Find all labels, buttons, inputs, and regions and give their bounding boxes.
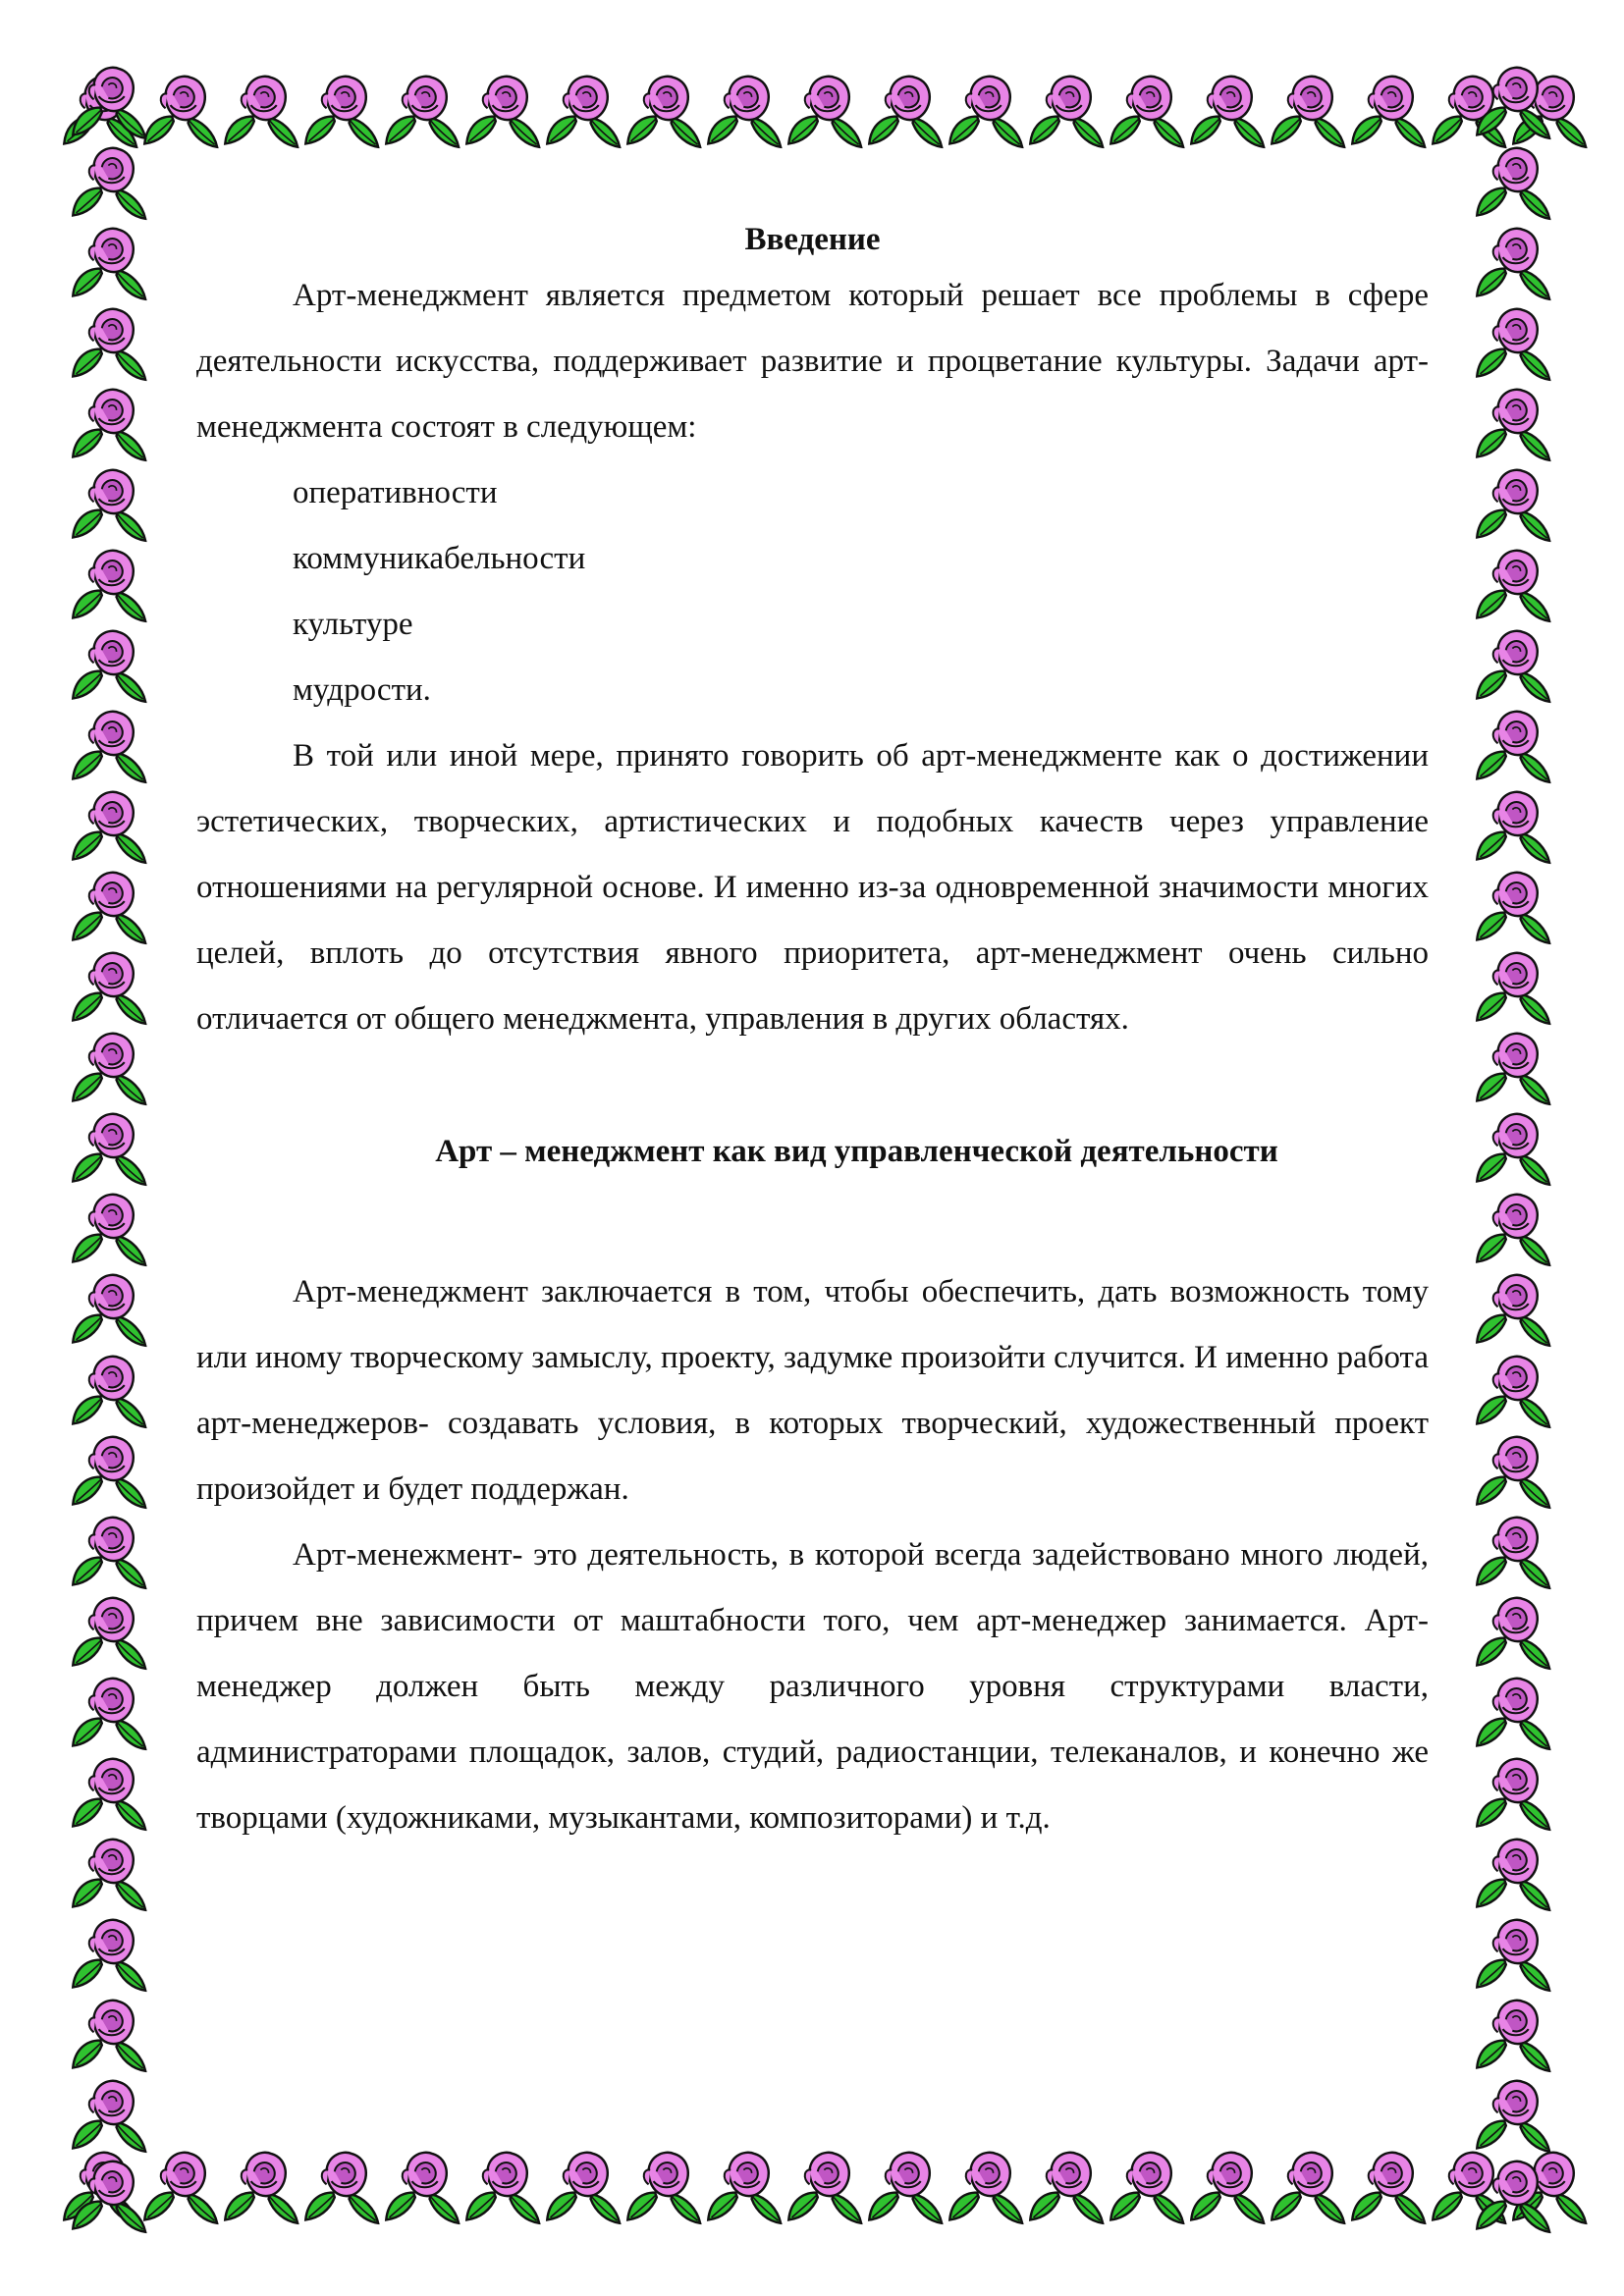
- rose-icon: [1474, 2155, 1554, 2235]
- rose-icon: [1269, 70, 1349, 150]
- intro-paragraph-1: Арт-менеджмент является предметом который решает все проблемы в сфере деятельности искусства, поддерживает развитие и процветание культуры. Задачи арт-менеджмента состоят в следующем:: [196, 278, 1429, 445]
- rose-icon: [1474, 141, 1554, 222]
- rose-icon: [70, 946, 150, 1027]
- rose-icon: [70, 302, 150, 383]
- rose-icon: [70, 1188, 150, 1268]
- rose-icon: [70, 1833, 150, 1913]
- rose-icon: [70, 61, 150, 141]
- rose-icon: [947, 70, 1027, 150]
- rose-icon: [222, 70, 302, 150]
- rose-icon: [544, 2146, 624, 2226]
- rose-icon: [463, 2146, 544, 2226]
- right-border: [1465, 61, 1563, 2235]
- rose-icon: [1474, 463, 1554, 544]
- section-paragraph-1: Арт-менеджмент заключается в том, чтобы обеспечить, дать возможность тому или иному творческому замыслу, проекту, задумке произойти случится. И именно работа арт-менеджеров- создавать условия, в которых творческий, художественный проект произойдет и будет поддержан.: [196, 1274, 1429, 1507]
- rose-icon: [1188, 2146, 1269, 2226]
- rose-icon: [1474, 946, 1554, 1027]
- rose-icon: [383, 70, 463, 150]
- rose-icon: [1474, 1672, 1554, 1752]
- rose-icon: [70, 1027, 150, 1107]
- rose-icon: [1474, 785, 1554, 866]
- rose-icon: [1474, 222, 1554, 302]
- rose-icon: [1474, 1591, 1554, 1672]
- rose-icon: [70, 1430, 150, 1511]
- rose-icon: [383, 2146, 463, 2226]
- rose-icon: [1188, 70, 1269, 150]
- task-list-item-3: культуре: [293, 607, 413, 642]
- rose-icon: [866, 2146, 947, 2226]
- rose-icon: [1474, 61, 1554, 141]
- rose-icon: [70, 1752, 150, 1833]
- rose-icon: [302, 2146, 383, 2226]
- rose-icon: [624, 2146, 705, 2226]
- rose-icon: [70, 1350, 150, 1430]
- rose-icon: [70, 2074, 150, 2155]
- rose-icon: [1474, 1833, 1554, 1913]
- task-list-item-2: коммуникабельности: [293, 541, 586, 576]
- rose-icon: [70, 785, 150, 866]
- rose-icon: [1474, 383, 1554, 463]
- task-list: [196, 460, 1429, 723]
- rose-icon: [947, 2146, 1027, 2226]
- rose-icon: [1474, 544, 1554, 624]
- task-list-item-1: оперативности: [293, 475, 498, 510]
- rose-icon: [222, 2146, 302, 2226]
- rose-icon: [70, 1268, 150, 1349]
- rose-icon: [544, 70, 624, 150]
- rose-icon: [785, 2146, 866, 2226]
- rose-icon: [1027, 70, 1108, 150]
- rose-icon: [1474, 866, 1554, 946]
- rose-icon: [70, 624, 150, 705]
- rose-icon: [1349, 2146, 1430, 2226]
- rose-icon: [1474, 1107, 1554, 1188]
- section-paragraph-2: Арт-менежмент- это деятельность, в которой всегда задействовано много людей, причем вне зависимости от маштабности того, чем арт-менеджер занимается. Арт-менеджер должен быть между различного уровня структурами власти, администраторами площадок, залов, студий, радиостанции, телеканалов, и конечно же творцами (художниками, музыкантами, композиторами) и т.д.: [196, 1537, 1429, 1836]
- rose-icon: [1474, 705, 1554, 785]
- rose-icon: [1474, 1752, 1554, 1833]
- rose-icon: [1474, 302, 1554, 383]
- top-border: [61, 61, 1563, 159]
- rose-icon: [705, 2146, 785, 2226]
- bottom-border: [61, 2137, 1563, 2235]
- rose-icon: [866, 70, 947, 150]
- rose-icon: [1474, 1994, 1554, 2074]
- rose-icon: [302, 70, 383, 150]
- rose-icon: [70, 1672, 150, 1752]
- rose-icon: [70, 1994, 150, 2074]
- left-border: [61, 61, 159, 2235]
- rose-icon: [463, 70, 544, 150]
- rose-icon: [785, 70, 866, 150]
- rose-icon: [70, 463, 150, 544]
- rose-icon: [70, 705, 150, 785]
- rose-icon: [1474, 1350, 1554, 1430]
- rose-icon: [70, 1591, 150, 1672]
- rose-icon: [70, 141, 150, 222]
- rose-icon: [70, 544, 150, 624]
- rose-icon: [70, 1913, 150, 1994]
- document-page: [196, 216, 1429, 1851]
- rose-icon: [1474, 1511, 1554, 1591]
- rose-icon: [705, 70, 785, 150]
- rose-icon: [1108, 2146, 1188, 2226]
- rose-icon: [70, 1511, 150, 1591]
- rose-icon: [1474, 2074, 1554, 2155]
- rose-icon: [1027, 2146, 1108, 2226]
- rose-icon: [1474, 1430, 1554, 1511]
- rose-icon: [1474, 624, 1554, 705]
- task-list-item-4: мудрости.: [293, 672, 431, 708]
- rose-icon: [624, 70, 705, 150]
- section-title: Арт – менеджмент как вид управленческой деятельности: [435, 1134, 1278, 1169]
- rose-icon: [1108, 70, 1188, 150]
- rose-icon: [70, 2155, 150, 2235]
- rose-icon: [1474, 1188, 1554, 1268]
- document-title: Введение: [744, 222, 881, 257]
- rose-icon: [70, 866, 150, 946]
- rose-icon: [1269, 2146, 1349, 2226]
- rose-icon: [70, 222, 150, 302]
- rose-icon: [1474, 1268, 1554, 1349]
- rose-icon: [1474, 1027, 1554, 1107]
- rose-icon: [1349, 70, 1430, 150]
- intro-paragraph-2: В той или иной мере, принято говорить об арт-менеджменте как о достижении эстетических, творческих, артистических и подобных качеств через управление отношениями на регулярной основе. И именно из-за одновременной значимости многих целей, вплоть до отсутствия явного приоритета, арт-менеджмент очень сильно отличается от общего менеджмента, управления в других областях.: [196, 738, 1429, 1037]
- rose-icon: [70, 1107, 150, 1188]
- rose-icon: [70, 383, 150, 463]
- rose-icon: [1474, 1913, 1554, 1994]
